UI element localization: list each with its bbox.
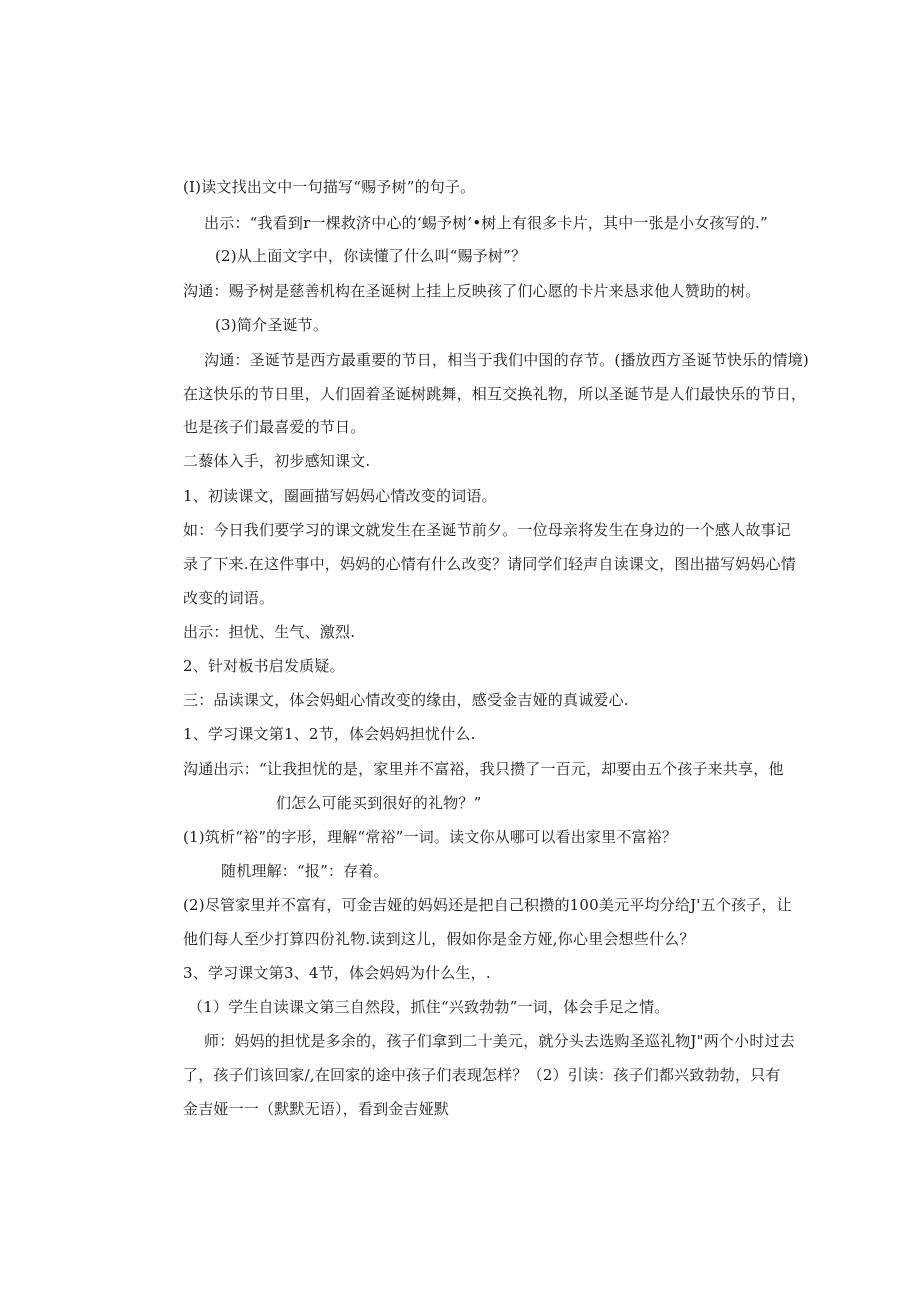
text-line: 了，孩子们该回家/,在回家的途中孩子们表现怎样？（2）引读：孩子们都兴致勃勃，只有 [183, 1066, 781, 1084]
text-line: 出示：“我看到r一棵救济中心的‘蜴予树’•树上有很多卡片，其中一张是小女孩写的.” [204, 214, 768, 232]
text-line: 随机理解：“报”：存着。 [221, 862, 389, 880]
text-line: (I)读文找出文中一句描写“赐予树”的句子。 [183, 178, 476, 196]
text-line: 二藜体入手，初步感知课文. [183, 452, 371, 470]
text-line: 1、初读课文，圈画描写妈妈心情改变的词语。 [183, 487, 497, 505]
text-line: (2)尽管家里并不富有，可金吉娅的妈妈还是把自己积攒的100美元平均分给J'五个孩子，让 [183, 896, 792, 914]
text-line: 他们每人至少打算四份礼物.读到这儿，假如你是金方娅,你心里会想些什么？ [183, 930, 695, 948]
text-line: 也是孩子们最喜爱的节日。 [183, 418, 366, 436]
text-line: (1)筑析“裕”的字形，理解“常裕”一词。读文你从哪可以看出家里不富裕？ [183, 828, 678, 846]
text-line: 3、学习课文第3、4节，体会妈妈为什么生，. [183, 964, 491, 982]
text-line: （1）学生自读课文第三自然段，抓住“兴致勃勃”一词，体会手足之情。 [188, 998, 670, 1016]
text-line: 1、学习课文第1、2节，体会妈妈担忧什么. [183, 725, 476, 743]
text-line: 沟通：赐予树是慈善机构在圣诞树上挂上反映孩了们心愿的卡片来恳求他人赞助的树。 [183, 282, 761, 300]
text-line: 师：妈妈的担忧是多余的，孩子们拿到二十美元，就分头去选购圣巡礼物J"两个小时过去 [204, 1032, 795, 1050]
text-line: 改变的词语。 [183, 589, 275, 607]
text-line: 出示：担忧、生气、激烈. [183, 623, 356, 641]
text-line: 如：今日我们要学习的课文就发生在圣诞节前夕。一位母亲将发生在身边的一个感人故事记 [183, 521, 792, 539]
text-line: 沟通：圣诞节是西方最重要的节日，相当于我们中国的存节。(播放西方圣诞节快乐的情境) [204, 351, 809, 369]
text-line: (2)从上面文字中，你读懂了什么叫“赐予树”？ [215, 247, 527, 265]
text-line: 沟通出示：“让我担忧的是，家里并不富裕，我只攒了一百元，却要由五个孩子来共享，他 [183, 760, 784, 778]
text-line: 三：品读课文，体会妈蛆心情改变的缘由，感受金吉娅的真诚爱心. [183, 691, 629, 709]
text-line: 2、针对板书启发质疑。 [183, 657, 345, 675]
text-line: (3)简介圣诞节。 [215, 316, 329, 334]
text-line: 们怎么可能买到很好的礼物？” [276, 794, 482, 812]
text-line: 录了下来.在这件事中，妈妈的心情有什么改变？请同学们轻声自读课文，图出描写妈妈心情 [183, 555, 796, 573]
text-line: 金吉娅一一（默默无语），看到金吉娅默 [183, 1100, 450, 1118]
text-line: 在这快乐的节日里，人们固着圣诞树跳舞，相互交换礼物，所以圣诞节是人们最快乐的节日， [183, 385, 807, 403]
